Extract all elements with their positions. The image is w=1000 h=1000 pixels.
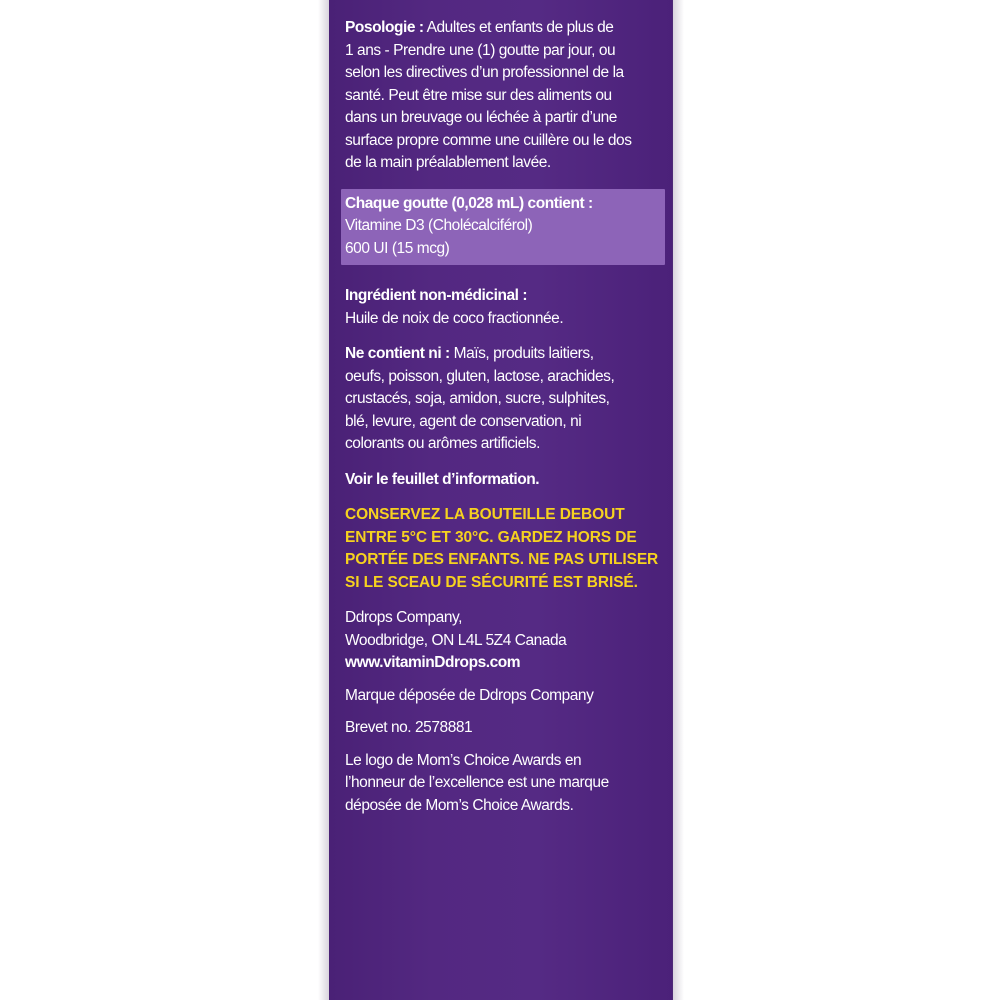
- non-medicinal-heading: Ingrédient non-médicinal :: [345, 287, 528, 304]
- warning-line: SI LE SCEAU DE SÉCURITÉ EST BRISÉ.: [345, 573, 638, 591]
- composition-heading: Chaque goutte (0,028 mL) contient :: [345, 194, 593, 212]
- dosage-line: 1 ans - Prendre une (1) goutte par jour, ou: [345, 41, 616, 59]
- dosage-section: [345, 17, 661, 175]
- dosage-line: surface propre comme une cuillère ou le dos: [345, 131, 632, 149]
- dosage-label: Posologie :: [345, 19, 424, 36]
- allergen-line: colorants ou arômes artificiels.: [345, 435, 540, 452]
- spacer: [345, 707, 661, 717]
- storage-warning: [345, 504, 661, 594]
- composition-box: [341, 189, 665, 266]
- composition-ingredient: Vitamine D3 (Cholécalciférol): [345, 217, 533, 234]
- allergen-line: blé, levure, agent de conservation, ni: [345, 412, 582, 430]
- spacer: [345, 456, 661, 469]
- spacer: [345, 594, 661, 607]
- company-name: Ddrops Company,: [345, 609, 463, 626]
- allergen-line: crustacés, soja, amidon, sucre, sulphites,: [345, 390, 610, 407]
- dosage-line: [345, 17, 661, 40]
- allergen-section: [345, 343, 661, 456]
- company-address: Woodbridge, ON L4L 5Z4 Canada: [345, 631, 567, 649]
- spacer: [345, 740, 661, 750]
- warning-line: CONSERVEZ LA BOUTEILLE DEBOUT: [345, 506, 625, 523]
- leaflet-note: Voir le feuillet d’information.: [345, 470, 540, 488]
- non-medicinal-section: [345, 285, 661, 330]
- allergen-label: Ne contient ni :: [345, 345, 450, 362]
- company-section: [345, 607, 661, 675]
- award-line: l’honneur de l’excellence est une marque: [345, 774, 609, 791]
- award-line: Le logo de Mom’s Choice Awards en: [345, 751, 582, 769]
- trademark-note: Marque déposée de Ddrops Company: [345, 686, 594, 704]
- dosage-line: selon les directives d’un professionnel de la: [345, 64, 624, 81]
- warning-line: PORTÉE DES ENFANTS. NE PAS UTILISER: [345, 551, 659, 568]
- spacer: [345, 675, 661, 685]
- non-medicinal-value: Huile de noix de coco fractionnée.: [345, 309, 564, 327]
- warning-line: ENTRE 5°C ET 30°C. GARDEZ HORS DE: [345, 528, 637, 546]
- allergen-line: [345, 343, 661, 366]
- award-line: déposée de Mom’s Choice Awards.: [345, 796, 574, 814]
- dosage-line: de la main préalablement lavée.: [345, 154, 551, 171]
- patent-number: Brevet no. 2578881: [345, 719, 473, 736]
- allergen-text: Maïs, produits laitiers,: [449, 345, 594, 362]
- box-edge-shadow-right: [672, 0, 684, 1000]
- company-website: www.vitaminDdrops.com: [345, 654, 521, 671]
- dosage-line: santé. Peut être mise sur des aliments ou: [345, 86, 612, 104]
- spacer: [345, 491, 661, 504]
- award-section: [345, 750, 661, 818]
- allergen-line: oeufs, poisson, gluten, lactose, arachides,: [345, 367, 615, 385]
- dosage-text: Adultes et enfants de plus de: [423, 19, 614, 36]
- dosage-line: dans un breuvage ou léchée à partir d’une: [345, 109, 617, 126]
- label-text: [345, 17, 661, 817]
- spacer: [345, 330, 661, 343]
- composition-amount: 600 UI (15 mcg): [345, 239, 450, 257]
